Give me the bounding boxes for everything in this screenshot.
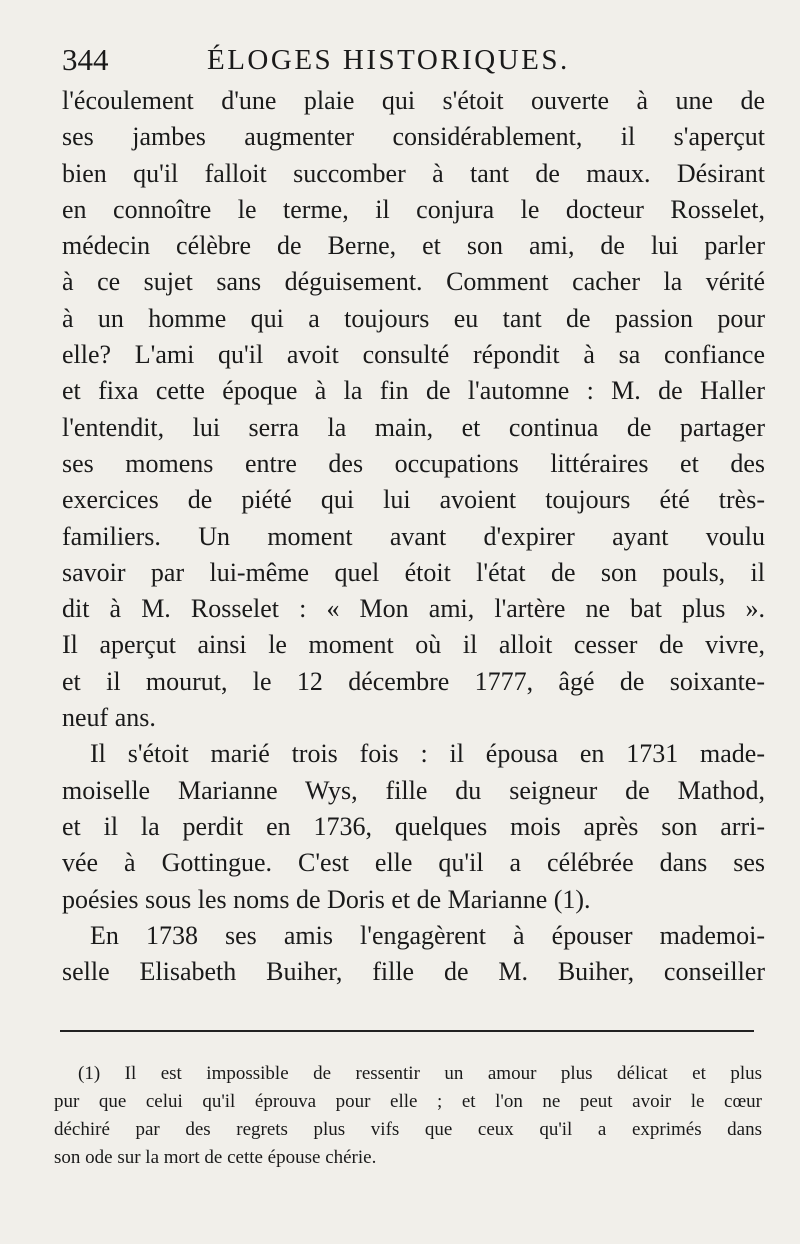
- paragraph-first-line: En 1738 ses amis l'engagèrent à épouser mademoi-: [90, 920, 765, 950]
- text-line: moiselle Marianne Wys, fille du seigneur de Mathod,: [62, 775, 765, 805]
- text-line: exercices de piété qui lui avoient toujours été très-: [62, 485, 765, 515]
- text-line: poésies sous les noms de Doris et de Marianne (1).: [62, 884, 591, 914]
- footnote: [54, 1060, 762, 1172]
- text-line: selle Elisabeth Buiher, fille de M. Buiher, conseiller: [62, 957, 765, 987]
- text-line: à ce sujet sans déguisement. Comment cacher la vérité: [62, 267, 765, 297]
- text-line: savoir par lui-même quel étoit l'état de son pouls, il: [62, 557, 765, 587]
- text-line: en connoître le terme, il conjura le docteur Rosselet,: [62, 194, 765, 224]
- text-line: bien qu'il falloit succomber à tant de maux. Désirant: [62, 158, 765, 188]
- text-line: dit à M. Rosselet : « Mon ami, l'artère ne bat plus ».: [62, 594, 765, 624]
- text-line: et il mourut, le 12 décembre 1777, âgé de soixante-: [62, 666, 765, 696]
- footnote-line: déchiré par des regrets plus vifs que ceux qu'il a exprimés dans: [54, 1119, 762, 1140]
- footnote-rule: [60, 1030, 754, 1032]
- page-header: [62, 40, 762, 84]
- text-line: et fixa cette époque à la fin de l'automne : M. de Haller: [62, 376, 765, 406]
- text-line: médecin célèbre de Berne, et son ami, de lui parler: [62, 231, 765, 261]
- text-line: et il la perdit en 1736, quelques mois après son arri-: [62, 811, 765, 841]
- text-line: l'entendit, lui serra la main, et continua de partager: [62, 412, 765, 442]
- text-line: neuf ans.: [62, 703, 156, 733]
- footnote-line: pur que celui qu'il éprouva pour elle ; et l'on ne peut avoir le cœur: [54, 1091, 762, 1112]
- text-line: Il aperçut ainsi le moment où il alloit cesser de vivre,: [62, 630, 765, 660]
- text-line: elle? L'ami qu'il avoit consulté répondit à sa confiance: [62, 340, 765, 370]
- paragraph-first-line: Il s'étoit marié trois fois : il épousa en 1731 made-: [90, 739, 765, 769]
- running-title: ÉLOGES HISTORIQUES.: [207, 44, 570, 76]
- text-line: à un homme qui a toujours eu tant de passion pour: [62, 303, 765, 333]
- footnote-line: son ode sur la mort de cette épouse chérie.: [54, 1147, 377, 1168]
- page-number: 344: [62, 42, 109, 77]
- text-line: familiers. Un moment avant d'expirer ayant voulu: [62, 521, 765, 551]
- text-line: ses momens entre des occupations littéraires et des: [62, 448, 765, 478]
- body-text: [62, 83, 765, 990]
- footnote-line: (1) Il est impossible de ressentir un amour plus délicat et plus: [78, 1063, 762, 1084]
- text-line: vée à Gottingue. C'est elle qu'il a célébrée dans ses: [62, 848, 765, 878]
- text-line: ses jambes augmenter considérablement, il s'aperçut: [62, 122, 765, 152]
- text-line: l'écoulement d'une plaie qui s'étoit ouverte à une de: [62, 86, 765, 115]
